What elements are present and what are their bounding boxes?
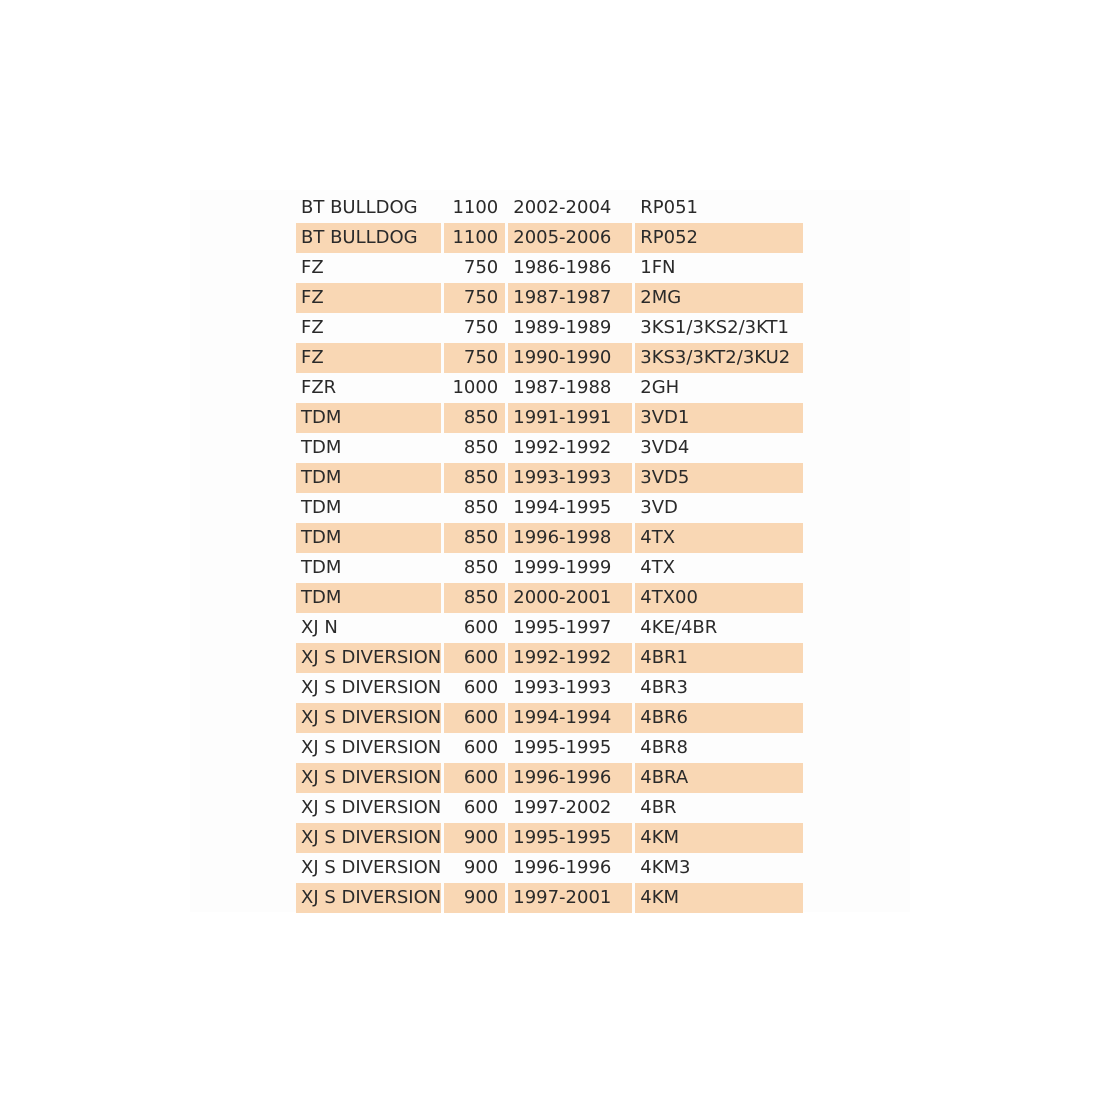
- model-code-cell: 4BR8: [640, 737, 689, 758]
- table-row: [296, 373, 803, 403]
- table-row: [296, 403, 803, 433]
- model-code-cell: 4TX: [640, 557, 676, 578]
- displacement-cell: 850: [444, 523, 505, 553]
- model-code-cell: 4TX00: [635, 583, 803, 613]
- years-cell: 2002-2004: [513, 197, 612, 218]
- years-cell: 1987-1988: [513, 377, 612, 398]
- years-cell: 1997-2002: [513, 797, 612, 818]
- years-cell: 1989-1989: [513, 317, 612, 338]
- model-code-cell: 4KM3: [640, 857, 691, 878]
- table-row: [296, 733, 803, 763]
- years-cell: 1992-1992: [513, 437, 612, 458]
- model-cell: TDM: [296, 463, 441, 493]
- years-cell: 1995-1995: [513, 737, 612, 758]
- model-code-cell: RP052: [635, 223, 803, 253]
- table-row: [296, 193, 803, 223]
- table-row: [296, 283, 803, 313]
- model-code-cell: 2GH: [640, 377, 680, 398]
- displacement-cell: 600: [463, 737, 499, 758]
- displacement-cell: 900: [444, 823, 505, 853]
- years-cell: 1995-1997: [513, 617, 612, 638]
- table-row: [296, 613, 803, 643]
- displacement-cell: 1000: [452, 377, 499, 398]
- model-cell: XJ S DIVERSION: [296, 763, 441, 793]
- model-code-cell: 4TX: [635, 523, 803, 553]
- years-cell: 1990-1990: [508, 343, 632, 373]
- years-cell: 2005-2006: [508, 223, 632, 253]
- model-cell: FZ: [301, 257, 324, 278]
- model-code-cell: 3VD5: [635, 463, 803, 493]
- table-row: [296, 883, 803, 913]
- years-cell: 1986-1986: [513, 257, 612, 278]
- table-row: [296, 703, 803, 733]
- model-code-cell: 3VD: [640, 497, 678, 518]
- model-code-cell: 3VD1: [635, 403, 803, 433]
- displacement-cell: 750: [444, 343, 505, 373]
- model-cell: TDM: [301, 557, 342, 578]
- model-code-cell: 4KM: [635, 823, 803, 853]
- table-row: [296, 553, 803, 583]
- model-code-cell: 3KS1/3KS2/3KT1: [640, 317, 789, 338]
- model-cell: TDM: [301, 437, 342, 458]
- model-cell: XJ S DIVERSION: [301, 797, 442, 818]
- years-cell: 1992-1992: [508, 643, 632, 673]
- displacement-cell: 750: [463, 257, 499, 278]
- table-row: [296, 253, 803, 283]
- model-cell: TDM: [296, 583, 441, 613]
- table-row: [296, 523, 803, 553]
- model-code-cell: 4BR: [640, 797, 677, 818]
- model-cell: XJ S DIVERSION: [301, 737, 442, 758]
- model-code-cell: 4BRA: [635, 763, 803, 793]
- model-cell: XJ S DIVERSION: [296, 643, 441, 673]
- years-cell: 1993-1993: [513, 677, 612, 698]
- displacement-cell: 850: [444, 463, 505, 493]
- years-cell: 1995-1995: [508, 823, 632, 853]
- model-code-cell: 1FN: [640, 257, 676, 278]
- model-cell: XJ S DIVERSION: [301, 857, 442, 878]
- table-row: [296, 463, 803, 493]
- table-row: [296, 313, 803, 343]
- model-cell: BT BULLDOG: [296, 223, 441, 253]
- table-row: [296, 583, 803, 613]
- model-code-cell: RP051: [640, 197, 698, 218]
- table-row: [296, 493, 803, 523]
- table-row: [296, 223, 803, 253]
- displacement-cell: 900: [444, 883, 505, 913]
- model-cell: FZ: [301, 317, 324, 338]
- model-cell: FZR: [301, 377, 337, 398]
- model-cell: FZ: [296, 343, 441, 373]
- model-code-cell: 4KM: [635, 883, 803, 913]
- model-code-cell: 4BR1: [635, 643, 803, 673]
- model-cell: TDM: [296, 523, 441, 553]
- model-code-cell: 4BR6: [635, 703, 803, 733]
- displacement-cell: 850: [463, 497, 499, 518]
- model-cell: TDM: [301, 497, 342, 518]
- model-table-panel: [190, 190, 910, 912]
- model-cell: BT BULLDOG: [301, 197, 418, 218]
- displacement-cell: 750: [463, 317, 499, 338]
- table-row: [296, 823, 803, 853]
- model-compatibility-table: [293, 193, 806, 913]
- years-cell: 2000-2001: [508, 583, 632, 613]
- model-code-cell: 4KE/4BR: [640, 617, 718, 638]
- displacement-cell: 600: [463, 677, 499, 698]
- years-cell: 1991-1991: [508, 403, 632, 433]
- model-code-cell: 4BR3: [640, 677, 689, 698]
- years-cell: 1999-1999: [513, 557, 612, 578]
- years-cell: 1996-1996: [513, 857, 612, 878]
- displacement-cell: 1100: [444, 223, 505, 253]
- model-code-cell: 3VD4: [640, 437, 690, 458]
- model-cell: XJ S DIVERSION: [296, 883, 441, 913]
- table-row: [296, 433, 803, 463]
- years-cell: 1994-1995: [513, 497, 612, 518]
- years-cell: 1996-1998: [508, 523, 632, 553]
- displacement-cell: 600: [444, 763, 505, 793]
- table-row: [296, 643, 803, 673]
- years-cell: 1996-1996: [508, 763, 632, 793]
- model-cell: TDM: [296, 403, 441, 433]
- table-row: [296, 853, 803, 883]
- model-cell: FZ: [296, 283, 441, 313]
- years-cell: 1997-2001: [508, 883, 632, 913]
- displacement-cell: 600: [463, 617, 499, 638]
- years-cell: 1994-1994: [508, 703, 632, 733]
- table-row: [296, 343, 803, 373]
- displacement-cell: 850: [463, 437, 499, 458]
- displacement-cell: 600: [463, 797, 499, 818]
- model-cell: XJ S DIVERSION: [296, 703, 441, 733]
- displacement-cell: 850: [444, 403, 505, 433]
- table-row: [296, 793, 803, 823]
- table-row: [296, 673, 803, 703]
- displacement-cell: 850: [444, 583, 505, 613]
- displacement-cell: 600: [444, 643, 505, 673]
- years-cell: 1987-1987: [508, 283, 632, 313]
- model-cell: XJ S DIVERSION: [301, 677, 442, 698]
- displacement-cell: 750: [444, 283, 505, 313]
- table-row: [296, 763, 803, 793]
- displacement-cell: 900: [463, 857, 499, 878]
- model-cell: XJ N: [301, 617, 338, 638]
- table-body: [296, 193, 803, 913]
- years-cell: 1993-1993: [508, 463, 632, 493]
- model-cell: XJ S DIVERSION: [296, 823, 441, 853]
- displacement-cell: 1100: [452, 197, 499, 218]
- displacement-cell: 850: [463, 557, 499, 578]
- model-code-cell: 3KS3/3KT2/3KU2: [635, 343, 803, 373]
- model-code-cell: 2MG: [635, 283, 803, 313]
- displacement-cell: 600: [444, 703, 505, 733]
